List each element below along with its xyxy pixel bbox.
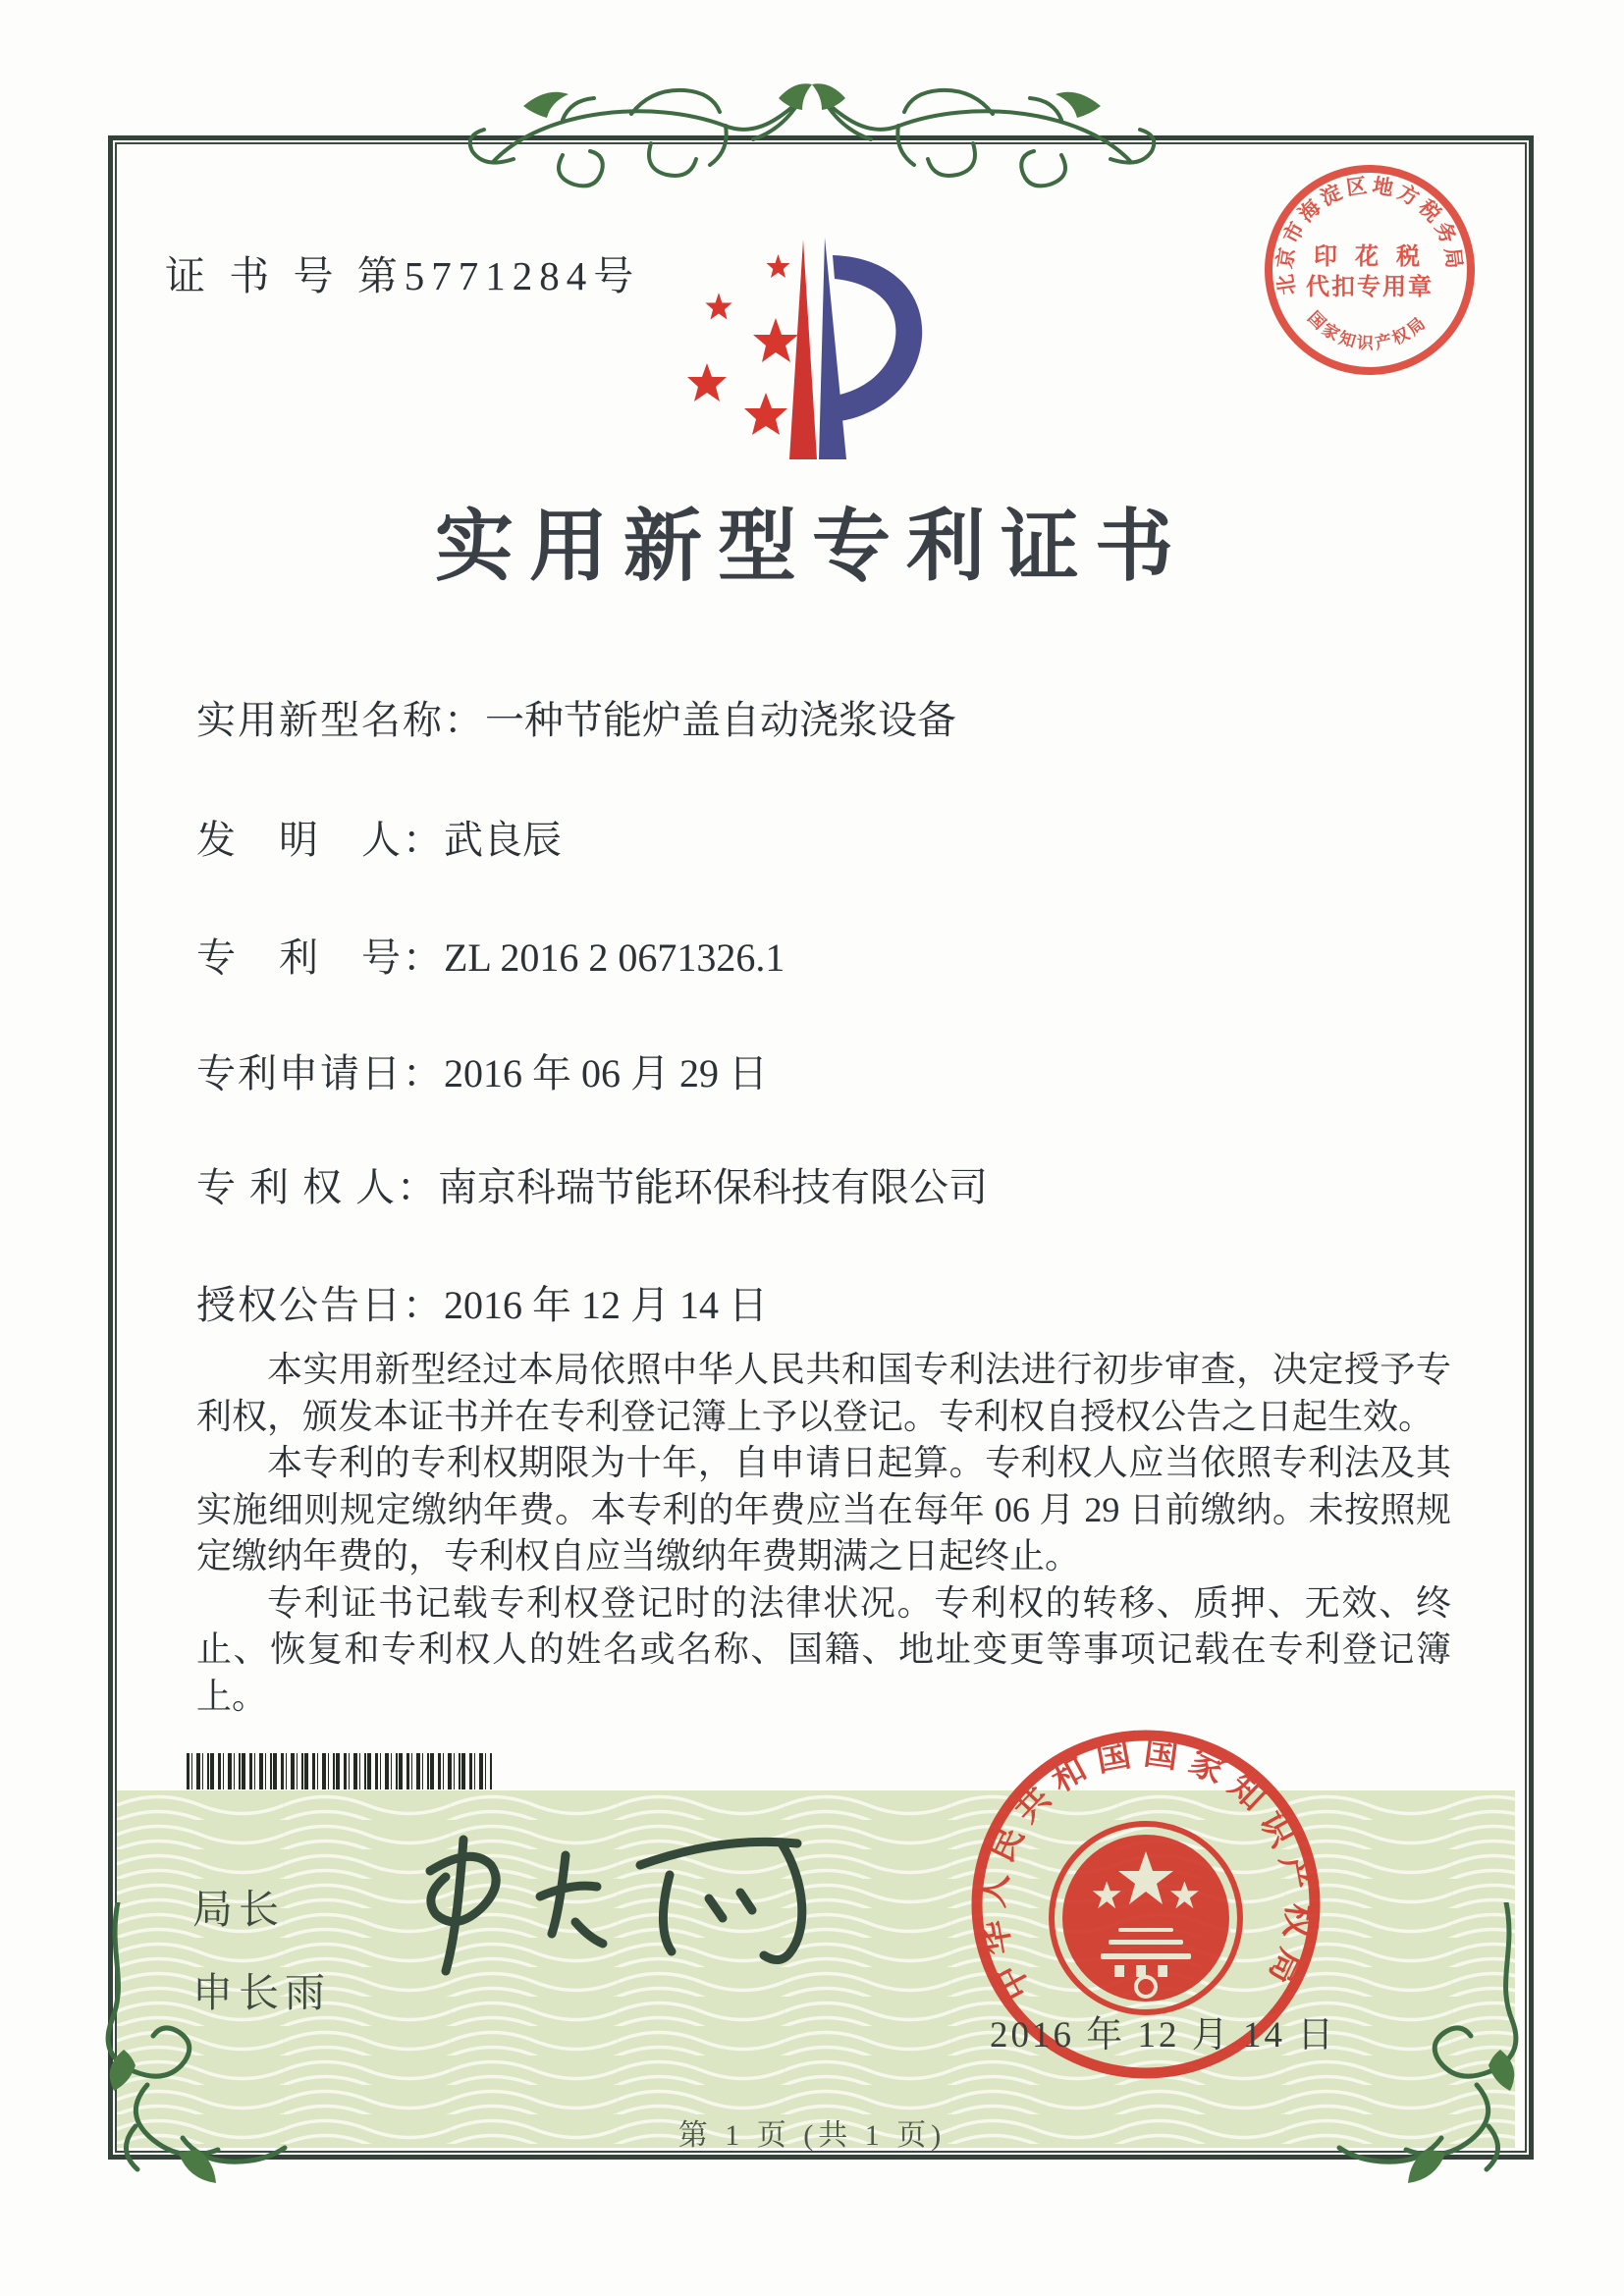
field-patent-number [196, 927, 785, 983]
national-emblem-icon [1052, 1824, 1240, 2012]
field-label: 发 明 人： [196, 818, 444, 862]
tax-stamp-center-line2: 代扣专用章 [1306, 275, 1434, 300]
field-label: 专 利 号： [196, 935, 444, 980]
barcode [187, 1753, 493, 1789]
tax-stamp-bottom-text: 国家知识产权局 [1304, 307, 1432, 353]
tax-stamp-center-line1: 印 花 税 [1314, 244, 1426, 270]
grant-date-stamp: 2016 年 12 月 14 日 [990, 2015, 1337, 2056]
sipo-logo-icon [685, 228, 937, 475]
seal-arc-text: 中华人民共和国国家知识产权局 [972, 1733, 1320, 2006]
commissioner-signature [373, 1814, 835, 1986]
commissioner-title: 局长 [192, 1887, 285, 1932]
certificate-title: 实用新型专利证书 [435, 505, 1189, 591]
field-value: 武良辰 [444, 818, 562, 862]
field-value: 南京科瑞节能环保科技有限公司 [438, 1165, 988, 1209]
legal-paragraph-1: 本实用新型经过本局依照中华人民共和国专利法进行初步审查，决定授予专利权，颁发本证书并在专利登记簿上予以登记。专利权自授权公告之日起生效。 [196, 1350, 1451, 1436]
legal-paragraph-2: 本专利的专利权期限为十年，自申请日起算。专利权人应当依照专利法及其实施细则规定缴纳年费。本专利的年费应当在每年 06 月 29 日前缴纳。未按照规定缴纳年费的，专利权自应当缴纳年费期满之日起终止。 [196, 1443, 1451, 1575]
page-number: 第 1 页 (共 1 页) [677, 2119, 947, 2152]
field-patentee [196, 1156, 988, 1212]
field-label: 专利申请日： [196, 1051, 444, 1095]
tax-stamp-top-text: 北京市海淀区地方税务局 [1272, 173, 1467, 297]
certificate-number: 证 书 号 第5771284号 [165, 253, 641, 298]
field-value: 2016 年 12 月 14 日 [444, 1283, 768, 1327]
legal-paragraph-3: 专利证书记载专利权登记时的法律状况。专利权的转移、质押、无效、终止、恢复和专利权人的姓名或名称、国籍、地址变更等事项记载在专利登记簿上。 [196, 1582, 1451, 1716]
corner-ornament-icon [1304, 1902, 1540, 2226]
field-label: 授权公告日： [196, 1283, 444, 1327]
field-value: 一种节能炉盖自动浇浆设备 [485, 698, 956, 742]
field-label: 专 利 权 人： [196, 1165, 438, 1209]
field-utility-model-name [196, 689, 956, 745]
commissioner-name: 申长雨 [192, 1970, 331, 2015]
corner-ornament-icon [84, 1902, 320, 2226]
svg-text:国家知识产权局 [1304, 308, 1431, 353]
field-grant-date [196, 1274, 768, 1330]
field-label: 实用新型名称： [196, 698, 485, 742]
field-value: ZL 2016 2 0671326.1 [444, 935, 785, 980]
legal-text-block [196, 1347, 1451, 1720]
field-value: 2016 年 06 月 29 日 [444, 1051, 768, 1095]
field-filing-date [196, 1042, 768, 1098]
field-inventor [196, 809, 562, 865]
tax-office-stamp [1261, 161, 1479, 379]
